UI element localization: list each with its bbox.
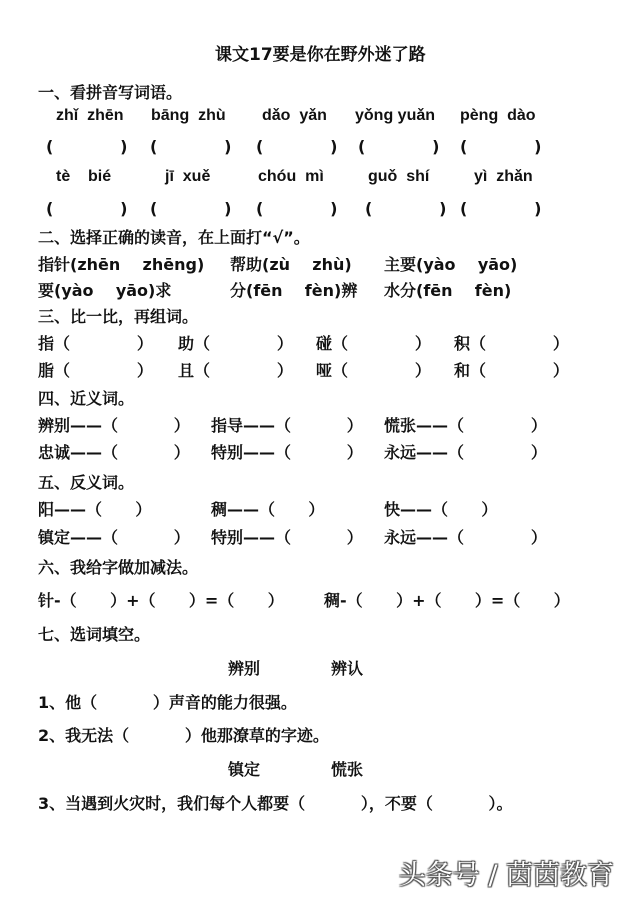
- arithmetic-row: [0, 588, 640, 614]
- compare-item[interactable]: 指（ ）: [38, 334, 153, 353]
- pinyin-item: yǒng yuǎn: [355, 107, 436, 124]
- pinyin-row-1: [0, 103, 640, 129]
- section-4-heading: 四、近义词。: [38, 389, 135, 408]
- answer-bracket[interactable]: ( ): [150, 137, 232, 156]
- section-7-heading-row: [0, 622, 640, 648]
- antonym-item[interactable]: 阳——（ ）: [38, 500, 152, 519]
- pinyin-item: pèng dào: [460, 107, 536, 124]
- synonym-item[interactable]: 忠诚——（ ）: [38, 443, 190, 462]
- answer-bracket[interactable]: ( ): [256, 199, 338, 218]
- section-2-heading: 二、选择正确的读音，在上面打“√”。: [38, 228, 310, 247]
- synonym-item[interactable]: 永远——（ ）: [384, 443, 547, 462]
- word-choice: 辨别: [228, 659, 261, 678]
- arithmetic-item[interactable]: 稠-（ ）+（ ）=（ ）: [324, 591, 570, 610]
- compare-row-1: [0, 331, 640, 357]
- pinyin-item: bāng zhù: [151, 107, 226, 124]
- section-7-heading: 七、选词填空。: [38, 625, 151, 644]
- pinyin-item: dǎo yǎn: [262, 107, 327, 124]
- page-title: 课文17要是你在野外迷了路: [215, 45, 426, 65]
- fill-question[interactable]: 2、我无法（ ）他那潦草的字迹。: [38, 726, 329, 745]
- reading-choice[interactable]: 帮助(zù zhù): [230, 255, 352, 274]
- fill-question[interactable]: 1、他（ ）声音的能力很强。: [38, 693, 297, 712]
- synonym-item[interactable]: 辨别——（ ）: [38, 416, 190, 435]
- pinyin-item: zhǐ zhēn: [56, 107, 124, 124]
- section-4-heading-row: [0, 386, 640, 412]
- title-row: [0, 42, 640, 68]
- section-2-heading-row: [0, 225, 640, 251]
- antonym-row-2: [0, 525, 640, 551]
- synonym-item[interactable]: 特别——（ ）: [211, 443, 363, 462]
- pinyin-item: jī xuě: [165, 168, 211, 185]
- compare-item[interactable]: 助（ ）: [178, 334, 293, 353]
- reading-choice[interactable]: 指针(zhēn zhēng): [38, 255, 205, 274]
- antonym-item[interactable]: 稠——（ ）: [211, 500, 325, 519]
- reading-row-2: [0, 278, 640, 304]
- word-choice: 镇定: [228, 760, 261, 779]
- synonym-item[interactable]: 慌张——（ ）: [384, 416, 547, 435]
- answer-bracket[interactable]: ( ): [256, 137, 338, 156]
- pinyin-item: yì zhǎn: [474, 168, 533, 185]
- answer-row-1: [0, 134, 640, 160]
- synonym-row-1: [0, 413, 640, 439]
- reading-choice[interactable]: 分(fēn fèn)辨: [230, 281, 358, 300]
- answer-bracket[interactable]: ( ): [460, 199, 542, 218]
- antonym-item[interactable]: 快——（ ）: [384, 500, 498, 519]
- arithmetic-item[interactable]: 针-（ ）+（ ）=（ ）: [38, 591, 284, 610]
- section-5-heading-row: [0, 470, 640, 496]
- answer-bracket[interactable]: ( ): [460, 137, 542, 156]
- reading-choice[interactable]: 要(yào yāo)求: [38, 281, 172, 300]
- reading-choice[interactable]: 主要(yào yāo): [384, 255, 518, 274]
- answer-row-2: [0, 196, 640, 222]
- compare-item[interactable]: 碰（ ）: [316, 334, 431, 353]
- question-3-row: [0, 791, 640, 817]
- word-choice: 慌张: [331, 760, 364, 779]
- synonym-item[interactable]: 指导——（ ）: [211, 416, 363, 435]
- antonym-item[interactable]: 镇定——（ ）: [38, 528, 190, 547]
- section-6-heading-row: [0, 555, 640, 581]
- answer-bracket[interactable]: ( ): [358, 137, 440, 156]
- compare-item[interactable]: 且（ ）: [178, 361, 293, 380]
- word-pair-1: [0, 656, 640, 682]
- section-6-heading: 六、我给字做加减法。: [38, 558, 199, 577]
- word-choice: 辨认: [331, 659, 364, 678]
- pinyin-item: tè bié: [56, 168, 112, 185]
- pinyin-item: chóu mì: [258, 168, 324, 185]
- compare-item[interactable]: 脂（ ）: [38, 361, 153, 380]
- section-3-heading-row: [0, 304, 640, 330]
- watermark: 头条号 / 茵茵教育: [398, 860, 614, 891]
- compare-item[interactable]: 哑（ ）: [316, 361, 431, 380]
- synonym-row-2: [0, 440, 640, 466]
- answer-bracket[interactable]: ( ): [150, 199, 232, 218]
- compare-item[interactable]: 积（ ）: [454, 334, 569, 353]
- compare-row-2: [0, 358, 640, 384]
- reading-choice[interactable]: 水分(fēn fèn): [384, 281, 512, 300]
- antonym-row-1: [0, 497, 640, 523]
- answer-bracket[interactable]: ( ): [46, 137, 128, 156]
- answer-bracket[interactable]: ( ): [46, 199, 128, 218]
- question-1-row: [0, 690, 640, 716]
- antonym-item[interactable]: 特别——（ ）: [211, 528, 363, 547]
- word-pair-2: [0, 757, 640, 783]
- question-2-row: [0, 723, 640, 749]
- reading-row-1: [0, 252, 640, 278]
- pinyin-row-2: [0, 164, 640, 190]
- pinyin-item: guǒ shí: [368, 168, 430, 185]
- section-3-heading: 三、比一比，再组词。: [38, 307, 199, 326]
- section-5-heading: 五、反义词。: [38, 473, 135, 492]
- fill-question[interactable]: 3、当遇到火灾时，我们每个人都要（ ），不要（ ）。: [38, 794, 513, 813]
- answer-bracket[interactable]: ( ): [365, 199, 447, 218]
- antonym-item[interactable]: 永远——（ ）: [384, 528, 547, 547]
- section-1-heading: 一、看拼音写词语。: [38, 83, 183, 102]
- compare-item[interactable]: 和（ ）: [454, 361, 569, 380]
